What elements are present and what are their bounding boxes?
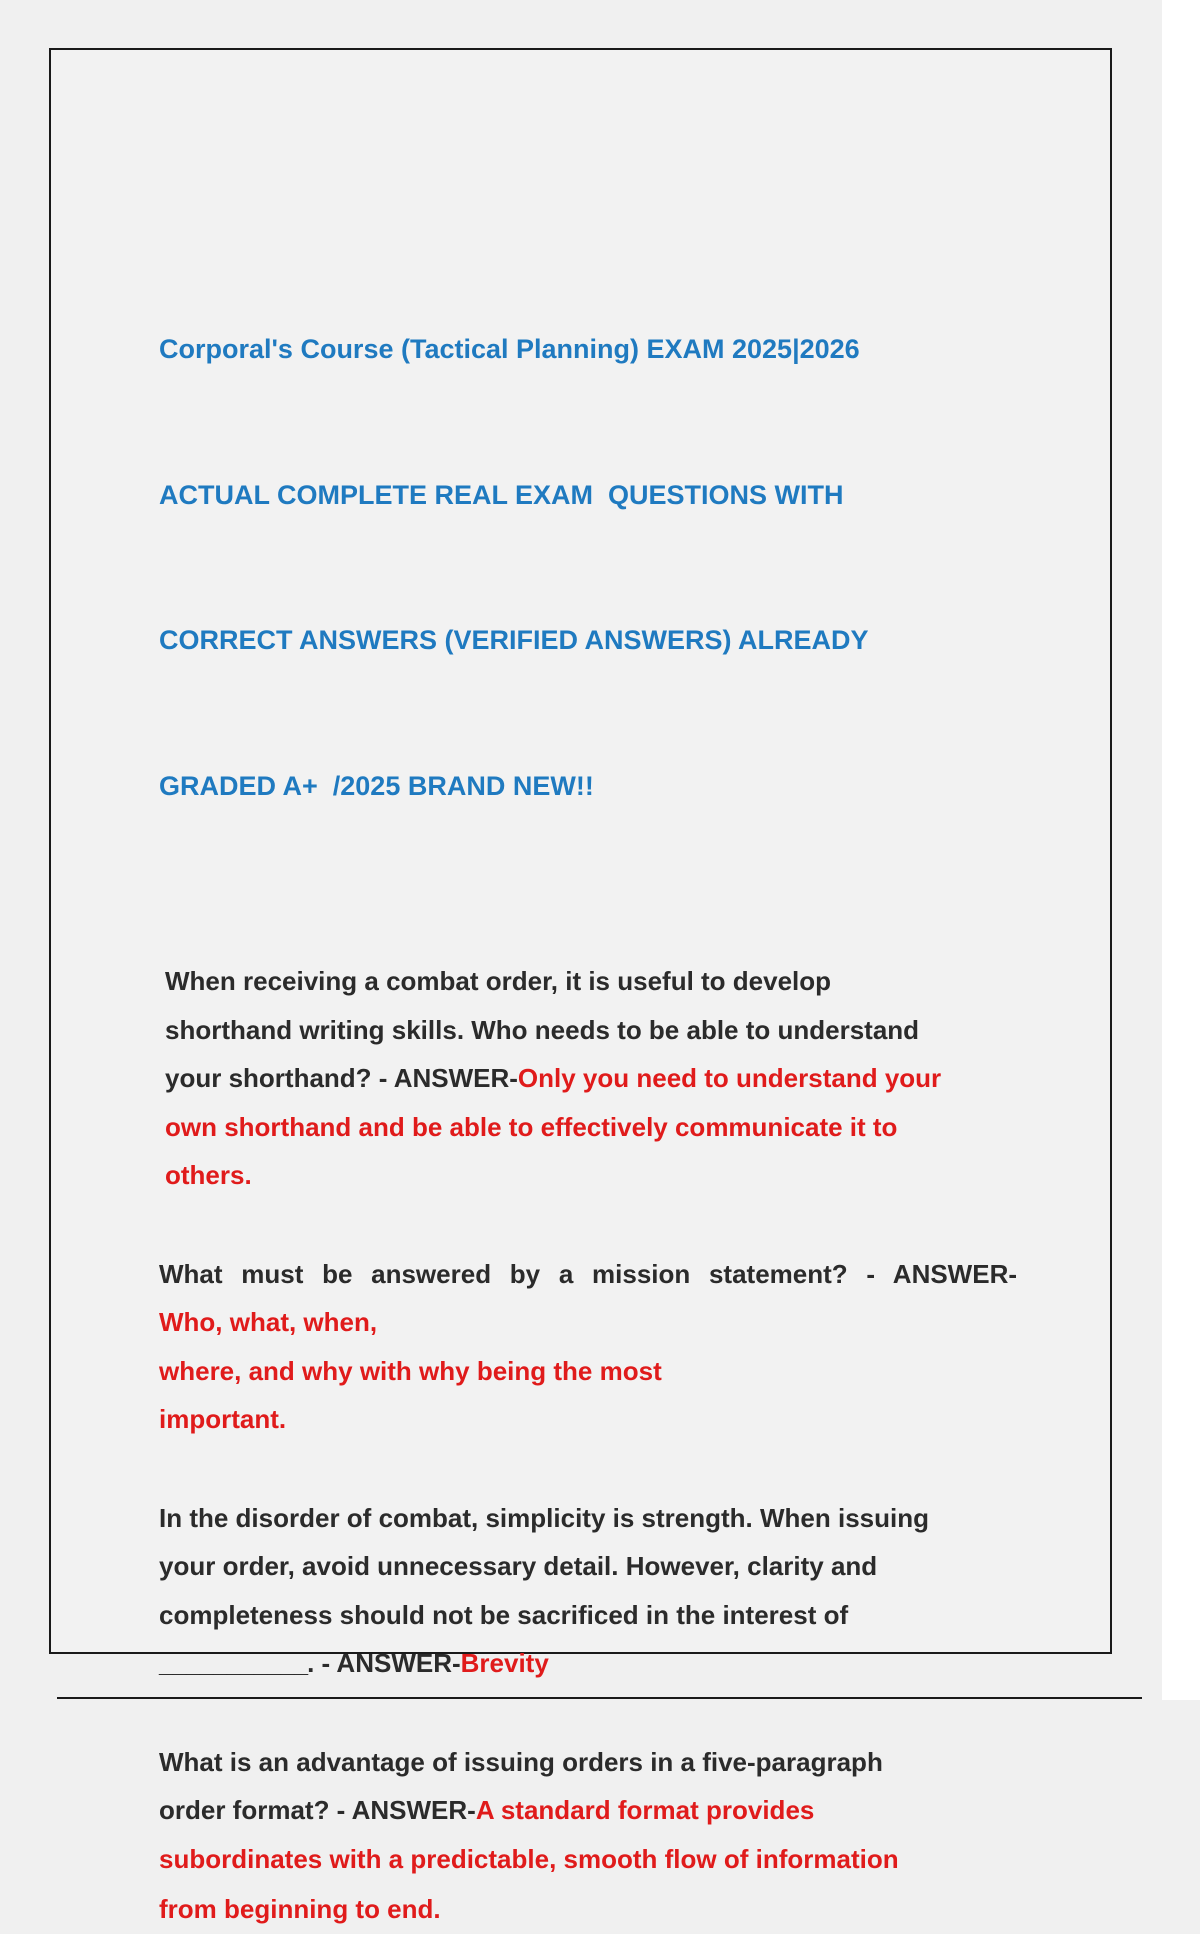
title-line: GRADED A+ /2025 BRAND NEW!! — [159, 770, 594, 801]
answer-line: where, and why with why being the most — [159, 1355, 662, 1386]
question-line: What is an advantage of issuing orders in a five-paragraph — [159, 1746, 883, 1777]
next-page-edge — [57, 1697, 1142, 1699]
fill-in-blank: ___________ — [159, 1648, 308, 1678]
answer-text: A standard format provides — [475, 1795, 815, 1825]
qa-item-five-paragraph-order — [159, 1738, 1074, 1934]
question-text: What must be answered by a mission statement? - ANSWER- — [159, 1258, 1017, 1289]
question-line: your shorthand? - ANSWER- — [165, 1063, 518, 1093]
question-answer-line — [159, 1639, 1074, 1688]
answer-line: from beginning to end. — [159, 1894, 441, 1924]
title-line: CORRECT ANSWERS (VERIFIED ANSWERS) ALREADY — [159, 625, 869, 655]
answer-prefix: . - ANSWER- — [307, 1648, 461, 1678]
answer-text: Brevity — [460, 1648, 549, 1678]
qa-item-shorthand — [159, 957, 999, 1200]
question-line: completeness should not be sacrificed in the interest of — [159, 1599, 849, 1630]
answer-line: subordinates with a predictable, smooth flow of information — [159, 1843, 899, 1874]
document-title — [159, 228, 1074, 907]
page-content — [159, 228, 1074, 1934]
answer-line: important. — [159, 1404, 287, 1434]
answer-line: others. — [165, 1160, 252, 1190]
qa-item-mission-statement — [159, 1250, 1074, 1444]
question-line: In the disorder of combat, simplicity is strength. When issuing — [159, 1502, 929, 1533]
answer-line: Who, what, when, — [159, 1307, 378, 1337]
question-line: shorthand writing skills. Who needs to be able to understand — [165, 1014, 920, 1045]
title-line: ACTUAL COMPLETE REAL EXAM QUESTIONS WITH — [159, 479, 844, 510]
question-answer-line — [159, 1786, 1074, 1835]
question-answer-line — [159, 1054, 999, 1103]
answer-line: own shorthand and be able to effectively communicate it to — [165, 1111, 898, 1142]
answer-text — [159, 1298, 1074, 1444]
question-line: your order, avoid unnecessary detail. However, clarity and — [159, 1551, 878, 1581]
title-line: Corporal's Course (Tactical Planning) EXAM 2025|2026 — [159, 334, 860, 364]
document-page — [49, 48, 1112, 1924]
question-line: When receiving a combat order, it is useful to develop — [165, 966, 832, 996]
qa-item-brevity — [159, 1494, 1074, 1688]
question-line: order format? - ANSWER- — [159, 1795, 476, 1825]
answer-text: Only you need to understand your — [517, 1063, 942, 1093]
page-margin-strip — [1162, 0, 1200, 1700]
